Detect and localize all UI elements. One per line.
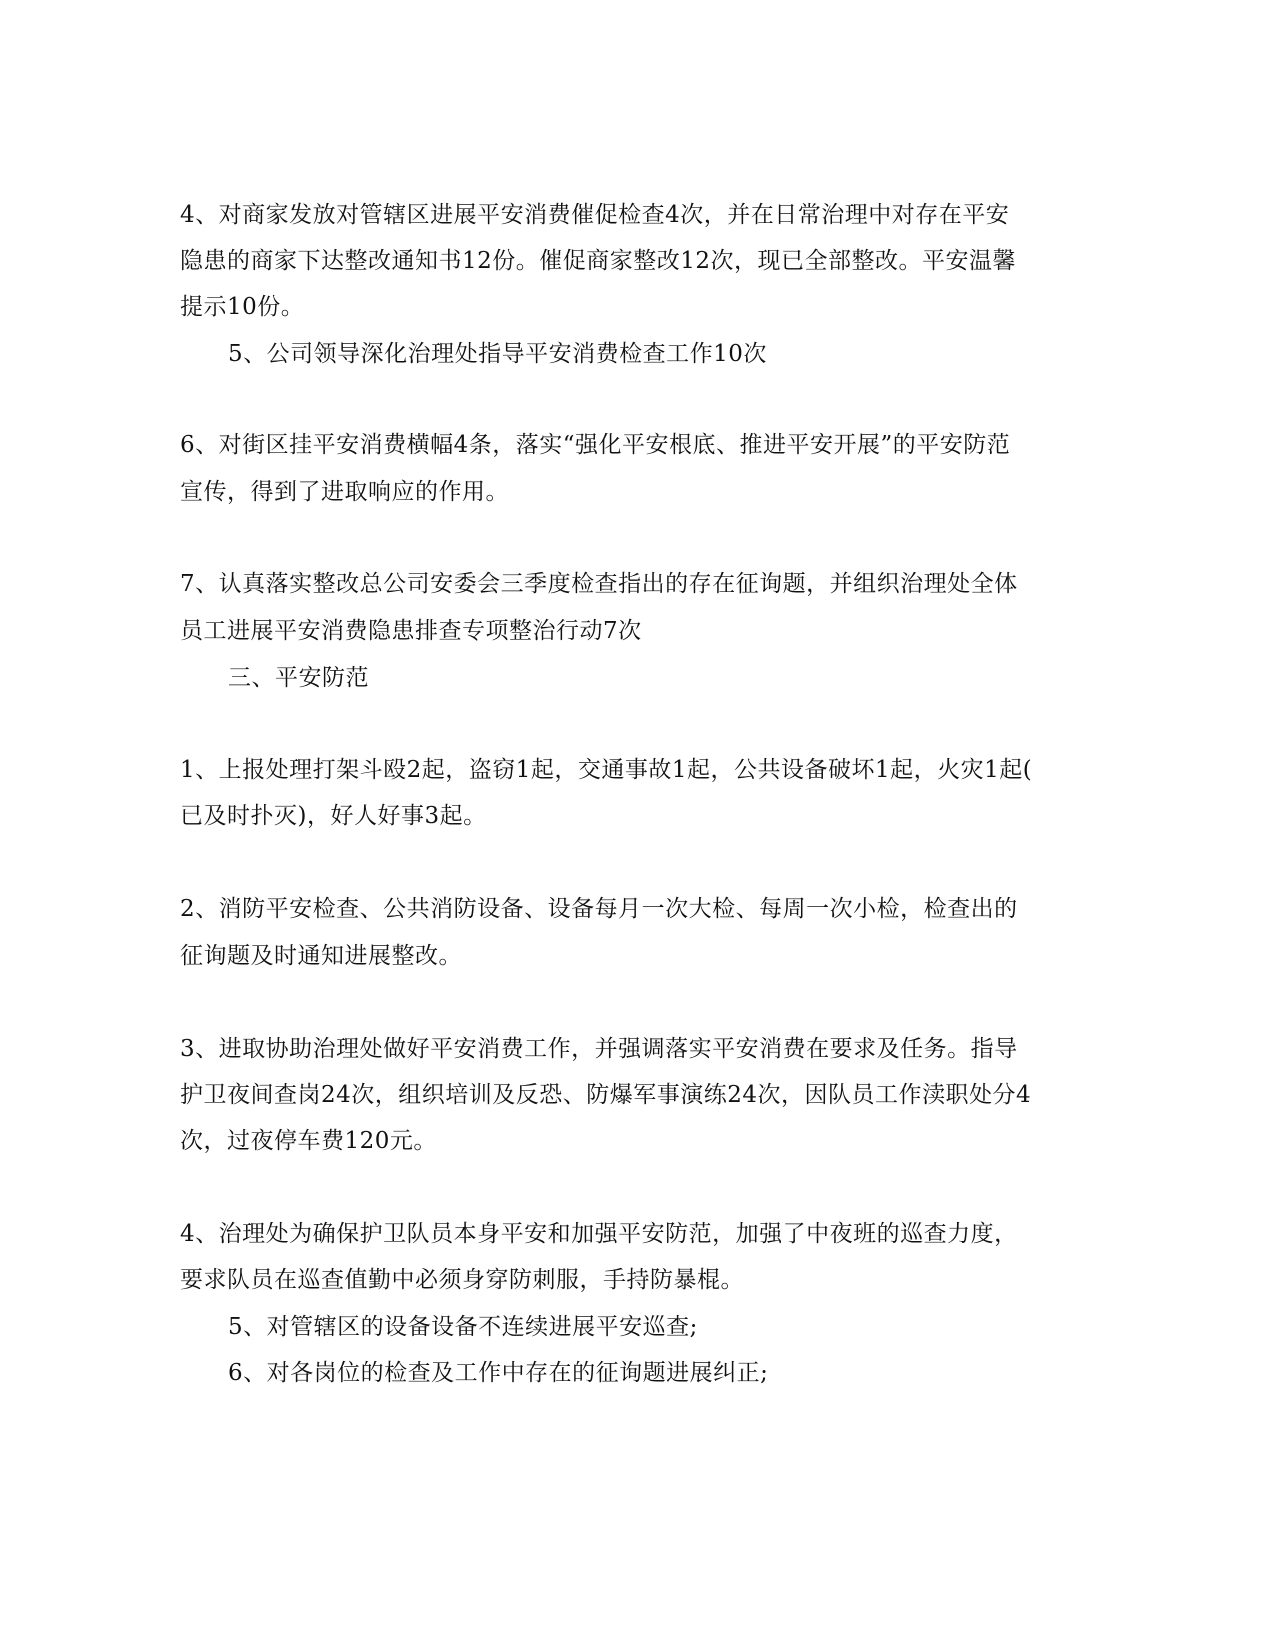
paragraph-line: 宣传，得到了进取响应的作用。 bbox=[180, 479, 509, 505]
paragraph-line: 2、消防平安检查、公共消防设备、设备每月一次大检、每周一次小检，检查出的 bbox=[180, 896, 1018, 922]
paragraph-line: 5、公司领导深化治理处指导平安消费检查工作10次 bbox=[228, 341, 767, 367]
paragraph-line: 5、对管辖区的设备设备不连续进展平安巡查; bbox=[228, 1314, 698, 1340]
paragraph-line: 3、进取协助治理处做好平安消费工作，并强调落实平安消费在要求及任务。指导 bbox=[180, 1036, 1018, 1062]
paragraph-line: 提示10份。 bbox=[180, 294, 305, 320]
paragraph-line: 次，过夜停车费120元。 bbox=[180, 1128, 437, 1154]
paragraph-line: 4、治理处为确保护卫队员本身平安和加强平安防范，加强了中夜班的巡查力度， bbox=[180, 1221, 1018, 1247]
paragraph-line: 6、对各岗位的检查及工作中存在的征询题进展纠正; bbox=[228, 1360, 769, 1386]
paragraph-line: 征询题及时通知进展整改。 bbox=[180, 943, 462, 969]
paragraph-line: 护卫夜间查岗24次，组织培训及反恐、防爆军事演练24次，因队员工作渎职处分4 bbox=[180, 1082, 1032, 1108]
section-heading: 三、平安防范 bbox=[228, 665, 369, 691]
paragraph-line: 已及时扑灭)，好人好事3起。 bbox=[180, 803, 487, 829]
paragraph-line: 7、认真落实整改总公司安委会三季度检查指出的存在征询题，并组织治理处全体 bbox=[180, 571, 1018, 597]
paragraph-line: 4、对商家发放对管辖区进展平安消费催促检查4次，并在日常治理中对存在平安 bbox=[180, 202, 1010, 228]
paragraph-line: 要求队员在巡查值勤中必须身穿防刺服，手持防暴棍。 bbox=[180, 1267, 744, 1293]
paragraph-line: 员工进展平安消费隐患排查专项整治行动7次 bbox=[180, 618, 642, 644]
paragraph-line: 1、上报处理打架斗殴2起，盗窃1起，交通事故1起，公共设备破坏1起，火灾1起( bbox=[180, 757, 1033, 783]
paragraph-line: 6、对街区挂平安消费横幅4条，落实“强化平安根底、推进平安开展”的平安防范 bbox=[180, 432, 1011, 458]
paragraph-line: 隐患的商家下达整改通知书12份。催促商家整改12次，现已全部整改。平安温馨 bbox=[180, 248, 1017, 274]
